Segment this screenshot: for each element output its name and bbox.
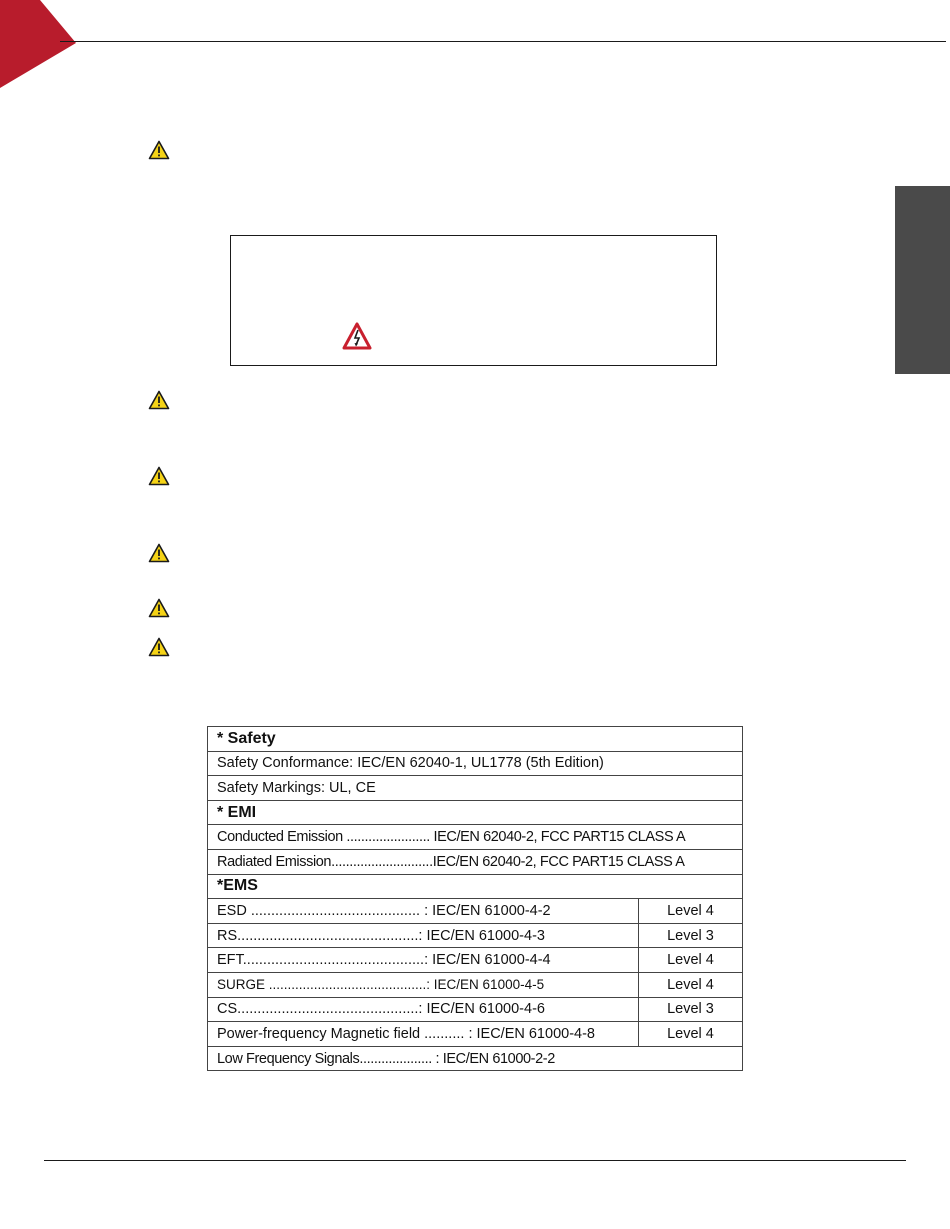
warning-triangle-icon <box>148 466 170 486</box>
ems-test-cell: Power-frequency Magnetic field .......... : IEC/EN 61000-4-8 <box>208 1022 639 1047</box>
table-row <box>208 923 743 948</box>
table-row <box>208 972 743 997</box>
table-row <box>208 825 743 850</box>
ems-test-cell: RS.............................................: IEC/EN 61000-4-3 <box>208 923 639 948</box>
safety-section-header: * Safety <box>208 727 743 752</box>
ems-level-cell: Level 3 <box>639 923 743 948</box>
table-row <box>208 997 743 1022</box>
radiated-emission-cell: Radiated Emission............................IEC/EN 62040-2, FCC PART15 CLASS A <box>208 849 743 874</box>
warning-triangle-icon <box>148 598 170 618</box>
ems-test-cell: EFT.............................................: IEC/EN 61000-4-4 <box>208 948 639 973</box>
table-row <box>208 800 743 825</box>
side-chapter-tab <box>895 186 950 374</box>
ems-level-cell: Level 4 <box>639 948 743 973</box>
shock-warning-box <box>230 235 717 366</box>
electric-shock-warning-icon <box>342 322 372 350</box>
ems-level-cell: Level 4 <box>639 1022 743 1047</box>
table-row <box>208 899 743 924</box>
ems-level-cell: Level 4 <box>639 899 743 924</box>
safety-conformance-cell: Safety Conformance: IEC/EN 62040-1, UL1778 (5th Edition) <box>208 751 743 776</box>
corner-chapter-tab <box>0 0 80 88</box>
standards-compliance-table <box>207 726 743 1071</box>
table-row <box>208 874 743 899</box>
table-row <box>208 1046 743 1071</box>
footer-rule <box>44 1160 906 1161</box>
low-frequency-signals-cell: Low Frequency Signals.................... : IEC/EN 61000-2-2 <box>208 1046 743 1071</box>
table-row <box>208 948 743 973</box>
conducted-emission-cell: Conducted Emission ....................... IEC/EN 62040-2, FCC PART15 CLASS A <box>208 825 743 850</box>
ems-level-cell: Level 3 <box>639 997 743 1022</box>
ems-test-cell: CS.............................................: IEC/EN 61000-4-6 <box>208 997 639 1022</box>
header-rule <box>60 41 946 42</box>
table-row <box>208 751 743 776</box>
warning-triangle-icon <box>148 390 170 410</box>
safety-markings-cell: Safety Markings: UL, CE <box>208 776 743 801</box>
ems-test-cell: ESD .......................................... : IEC/EN 61000-4-2 <box>208 899 639 924</box>
table-row <box>208 727 743 752</box>
table-row <box>208 849 743 874</box>
warning-triangle-icon <box>148 543 170 563</box>
table-row <box>208 1022 743 1047</box>
ems-test-cell: SURGE ..........................................: IEC/EN 61000-4-5 <box>208 972 639 997</box>
table-row <box>208 776 743 801</box>
ems-section-header: *EMS <box>208 874 743 899</box>
emi-section-header: * EMI <box>208 800 743 825</box>
ems-level-cell: Level 4 <box>639 972 743 997</box>
warning-triangle-icon <box>148 637 170 657</box>
warning-triangle-icon <box>148 140 170 160</box>
